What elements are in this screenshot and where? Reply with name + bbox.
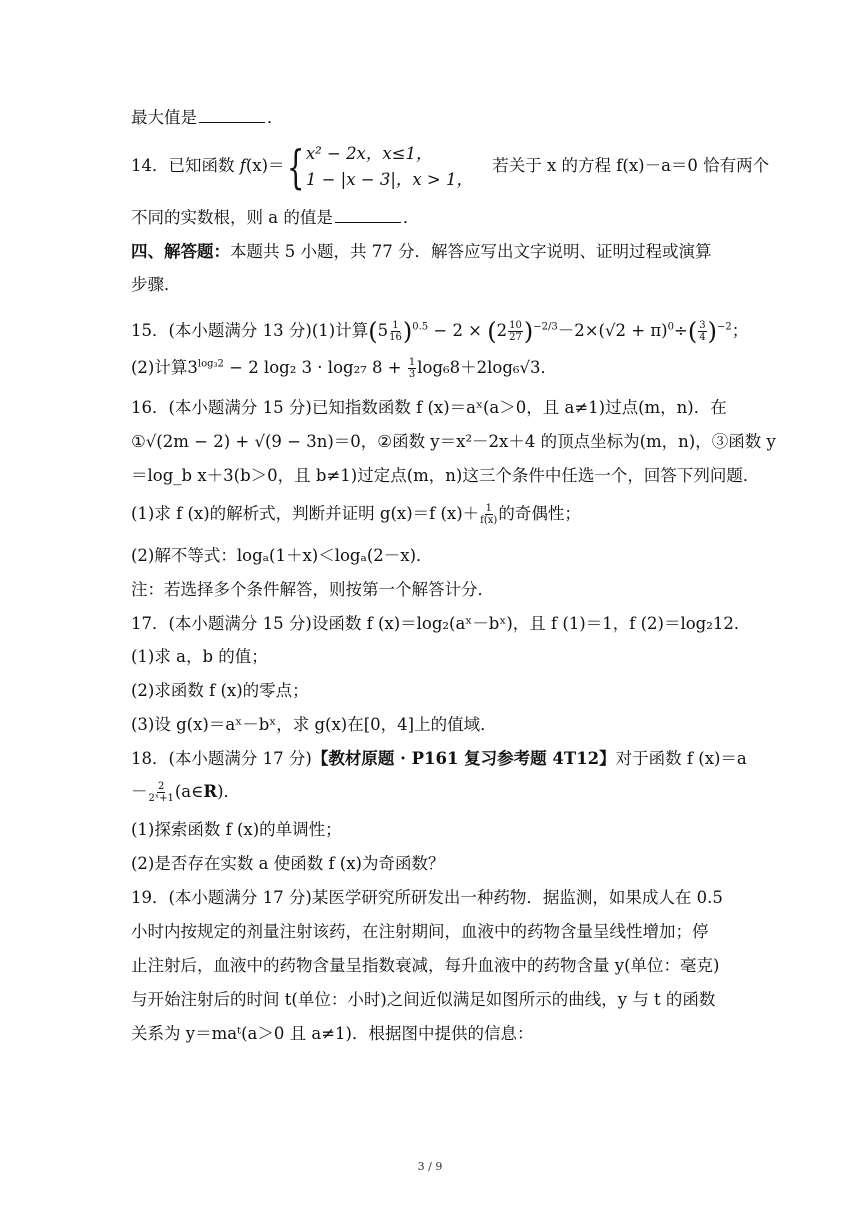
q18-source-tag: 【教材原题 · P161 复习参考题 4T12】 bbox=[311, 749, 616, 768]
q16-line4 bbox=[131, 502, 732, 526]
q14-func: f bbox=[239, 156, 246, 175]
q17-text-4: (3)设 g(x)＝aˣ－bˣ，求 g(x)在[0，4]上的值域． bbox=[131, 715, 497, 734]
q16-line3 bbox=[131, 464, 760, 488]
term3-exp: 0 bbox=[667, 321, 674, 333]
q16-line5 bbox=[131, 544, 732, 568]
q19-text-5: 关系为 y＝maᵗ(a＞0 且 a≠1)．根据图中提供的信息： bbox=[131, 1024, 534, 1043]
piecewise-cases bbox=[306, 141, 473, 193]
q14-line2 bbox=[131, 206, 732, 230]
q18-frac bbox=[149, 781, 174, 804]
q14-after: 若关于 x 的方程 f(x)－a＝0 恰有两个 bbox=[492, 156, 770, 175]
q16-line2 bbox=[131, 430, 776, 454]
frac-num: 1 bbox=[392, 320, 399, 331]
section4-line1 bbox=[131, 240, 732, 264]
q15-part2-frac bbox=[408, 357, 416, 380]
q14-label: 14．已知函数 bbox=[131, 156, 240, 175]
q17-line3 bbox=[131, 679, 732, 703]
q17-text-2: (1)求 a，b 的值； bbox=[131, 647, 268, 666]
q15-end: ； bbox=[731, 321, 749, 340]
frac-num: 10 bbox=[509, 320, 522, 331]
q18-real-set: R bbox=[203, 782, 218, 801]
q19-line4 bbox=[131, 988, 732, 1012]
case-1: x² − 2x，x≤1， bbox=[305, 143, 433, 163]
term1-exp: 0.5 bbox=[412, 321, 429, 333]
q16-note bbox=[131, 578, 732, 602]
q18-minus: － bbox=[131, 782, 148, 801]
q18-line4 bbox=[131, 852, 732, 876]
q18-text-4: (2)是否存在实数 a 使函数 f (x)为奇函数？ bbox=[131, 854, 445, 873]
piecewise-brace: { bbox=[286, 139, 304, 194]
q14-eq: (x)＝ bbox=[245, 156, 285, 175]
q18-text-1: 对于函数 f (x)＝a bbox=[615, 749, 747, 768]
q13-period: ． bbox=[267, 108, 284, 127]
q16-frac bbox=[480, 503, 497, 526]
q18-line2 bbox=[131, 780, 732, 804]
frac-num: 1 bbox=[485, 503, 492, 514]
q19-text-1: 19．(本小题满分 17 分)某医学研究所研发出一种药物．据监测，如果成人在 0.5 bbox=[131, 888, 723, 907]
section-heading: 四、解答题： bbox=[131, 242, 230, 261]
q16-text-4b: 的奇偶性； bbox=[498, 504, 581, 523]
q17-line1 bbox=[131, 612, 751, 636]
q17-text-1: 17．(本小题满分 15 分)设函数 f (x)＝log₂(aˣ－bˣ)，且 f (1)＝1，f (2)＝log₂12． bbox=[131, 614, 751, 633]
q16-text-4: (1)求 f (x)的解析式，判断并证明 g(x)＝f (x)＋ bbox=[131, 504, 480, 523]
q19-line5 bbox=[131, 1022, 732, 1046]
op-div: ÷ bbox=[673, 321, 688, 340]
q15-part2-a: − 2 log₂ 3 · log₂₇ 8 + bbox=[223, 358, 407, 377]
q16-text-5: (2)解不等式：logₐ(1＋x)＜logₐ(2－x)． bbox=[131, 546, 433, 565]
q15-line1: 15．(本小题满分 13 分)(1)计算(5 $\frac{1}{16}$ )$^{0.5}$ − 2 × (2 $\frac{10}{27}$ )$^{-2/3}-2\times(√2 + \pi)^0\div$( $\frac{3}{4}$ )$^{-2}$； bbox=[131, 317, 749, 346]
frac-den: 2ˣ+1 bbox=[148, 793, 174, 804]
q17-text-3: (2)求函数 f (x)的零点； bbox=[131, 681, 309, 700]
q16-text-2: ①√(2m − 2) + √(9 − 3n)＝0，②函数 y＝x²－2x＋4 的顶点坐标为(m，n)，③函数 y bbox=[131, 432, 776, 451]
q19-text-4: 与开始注射后的时间 t(单位：小时)之间近似满足如图所示的曲线，y 与 t 的函数 bbox=[131, 990, 716, 1009]
section-text-2: 步骤． bbox=[131, 275, 181, 294]
q18-line1 bbox=[131, 747, 747, 771]
q15-line2 bbox=[131, 356, 732, 380]
term3: －2×(√2 + π) bbox=[557, 321, 668, 340]
frac-den: 3 bbox=[408, 369, 416, 380]
q19-line3 bbox=[131, 954, 732, 978]
frac-den: 27 bbox=[509, 332, 522, 343]
term2-frac bbox=[508, 320, 523, 343]
q15-part2-exp: log₃2 bbox=[197, 358, 224, 370]
section-text: 本题共 5 小题，共 77 分．解答应写出文字说明、证明过程或演算 bbox=[230, 242, 712, 261]
frac-den: f(x) bbox=[480, 515, 498, 526]
q13-text: 最大值是 bbox=[131, 108, 197, 127]
q16-line1 bbox=[131, 396, 732, 420]
frac-num: 1 bbox=[408, 357, 416, 368]
q17-line2 bbox=[131, 645, 732, 669]
term4-frac bbox=[698, 320, 706, 343]
q18-label: 18．(本小题满分 17 分) bbox=[131, 749, 312, 768]
page-number: 3 / 9 bbox=[417, 1160, 443, 1173]
q19-text-3: 止注射后，血液中的药物含量呈指数衰减，每升血液中的药物含量 y(单位：毫克) bbox=[131, 956, 720, 975]
q16-text-1: 16．(本小题满分 15 分)已知指数函数 f (x)＝aˣ(a＞0，且 a≠1)过点(m，n)．在 bbox=[131, 398, 727, 417]
term4-exp: −2 bbox=[716, 321, 732, 333]
q19-text-2: 小时内按规定的剂量注射该药，在注射期间，血液中的药物含量呈线性增加；停 bbox=[131, 922, 709, 941]
frac-num: 3 bbox=[699, 320, 706, 331]
term1-frac bbox=[389, 320, 402, 343]
answer-blank bbox=[199, 106, 265, 123]
q19-line1 bbox=[131, 886, 732, 910]
q18-line3 bbox=[131, 818, 732, 842]
frac-num: 2 bbox=[157, 781, 165, 792]
term1-int: 5 bbox=[377, 321, 389, 340]
case-2: 1 − |x − 3|，x > 1， bbox=[305, 169, 473, 189]
q15-label: 15．(本小题满分 13 分)(1)计算 bbox=[131, 321, 369, 340]
q17-line4 bbox=[131, 713, 732, 737]
q14-period: ． bbox=[402, 208, 420, 227]
q14-line2-text: 不同的实数根，则 a 的值是 bbox=[131, 208, 333, 227]
section4-line2 bbox=[131, 273, 732, 297]
term2-exp: −2/3 bbox=[533, 321, 558, 333]
frac-den: 4 bbox=[699, 332, 706, 343]
q19-line2 bbox=[131, 920, 732, 944]
q13-tail-line bbox=[131, 106, 732, 130]
q16-note-text: 注：若选择多个条件解答，则按第一个解答计分． bbox=[131, 580, 494, 599]
answer-blank bbox=[335, 206, 401, 223]
q16-text-3: ＝log_b x＋3(b＞0，且 b≠1)过定点(m，n)这三个条件中任选一个，回答下列问题． bbox=[131, 466, 760, 485]
q15-part2: (2)计算3 bbox=[131, 358, 198, 377]
q14-line1 bbox=[131, 139, 770, 194]
q18-close: )． bbox=[217, 782, 240, 801]
q18-text-3: (1)探索函数 f (x)的单调性； bbox=[131, 820, 342, 839]
q18-domain: (a∈ bbox=[174, 782, 204, 801]
frac-den: 16 bbox=[389, 332, 402, 343]
q15-part2-b: log₆8＋2log₆√3． bbox=[417, 358, 558, 377]
op: − 2 × bbox=[428, 321, 488, 340]
term2-int: 2 bbox=[496, 321, 508, 340]
